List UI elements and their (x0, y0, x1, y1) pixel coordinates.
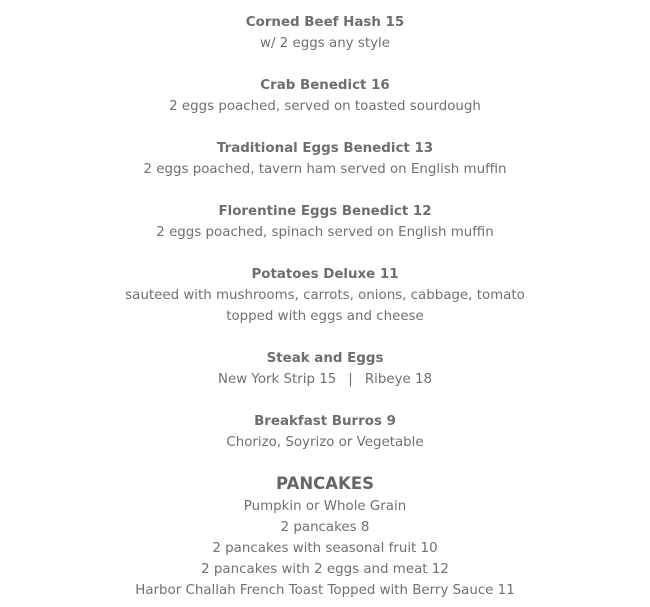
pancakes-line: 2 pancakes with seasonal fruit 10 (212, 541, 438, 556)
item-description: 2 eggs poached, spinach served on English muffin (156, 225, 494, 240)
item-title: Crab Benedict 16 (260, 78, 390, 93)
steak-option-ribeye: Ribeye 18 (364, 372, 433, 387)
menu-item-crab-benedict (0, 75, 650, 117)
item-title: Breakfast Burros 9 (254, 414, 396, 429)
item-description-line-2: topped with eggs and cheese (226, 309, 424, 324)
menu-item-breakfast-burros (0, 411, 650, 453)
item-description: 2 eggs poached, served on toasted sourdough (169, 99, 481, 114)
menu-item-steak-and-eggs (0, 348, 650, 390)
section-heading-pancakes: PANCAKES (276, 474, 374, 493)
pancakes-line: Harbor Challah French Toast Topped with Berry Sauce 11 (135, 583, 515, 598)
steak-options (0, 369, 650, 390)
menu-item-corned-beef-hash (0, 12, 650, 54)
item-description: Chorizo, Soyrizo or Vegetable (226, 435, 424, 450)
menu-item-traditional-eggs-benedict (0, 138, 650, 180)
item-title: Traditional Eggs Benedict 13 (216, 141, 434, 156)
pancakes-section (0, 472, 650, 601)
item-description-line-1: sauteed with mushrooms, carrots, onions, cabbage, tomato (125, 288, 525, 303)
menu-item-potatoes-deluxe (0, 264, 650, 327)
item-title: Florentine Eggs Benedict 12 (218, 204, 432, 219)
pancakes-line: Pumpkin or Whole Grain (243, 499, 407, 514)
item-title: Potatoes Deluxe 11 (251, 267, 399, 282)
menu-item-florentine-eggs-benedict (0, 201, 650, 243)
item-title: Corned Beef Hash 15 (245, 15, 405, 30)
item-title: Steak and Eggs (266, 351, 384, 366)
steak-option-separator: | (348, 372, 353, 387)
steak-option-new-york-strip: New York Strip 15 (217, 372, 337, 387)
pancakes-line: 2 pancakes with 2 eggs and meat 12 (201, 562, 449, 577)
item-description: w/ 2 eggs any style (260, 36, 390, 51)
pancakes-line: 2 pancakes 8 (280, 520, 370, 535)
item-description: 2 eggs poached, tavern ham served on English muffin (143, 162, 507, 177)
